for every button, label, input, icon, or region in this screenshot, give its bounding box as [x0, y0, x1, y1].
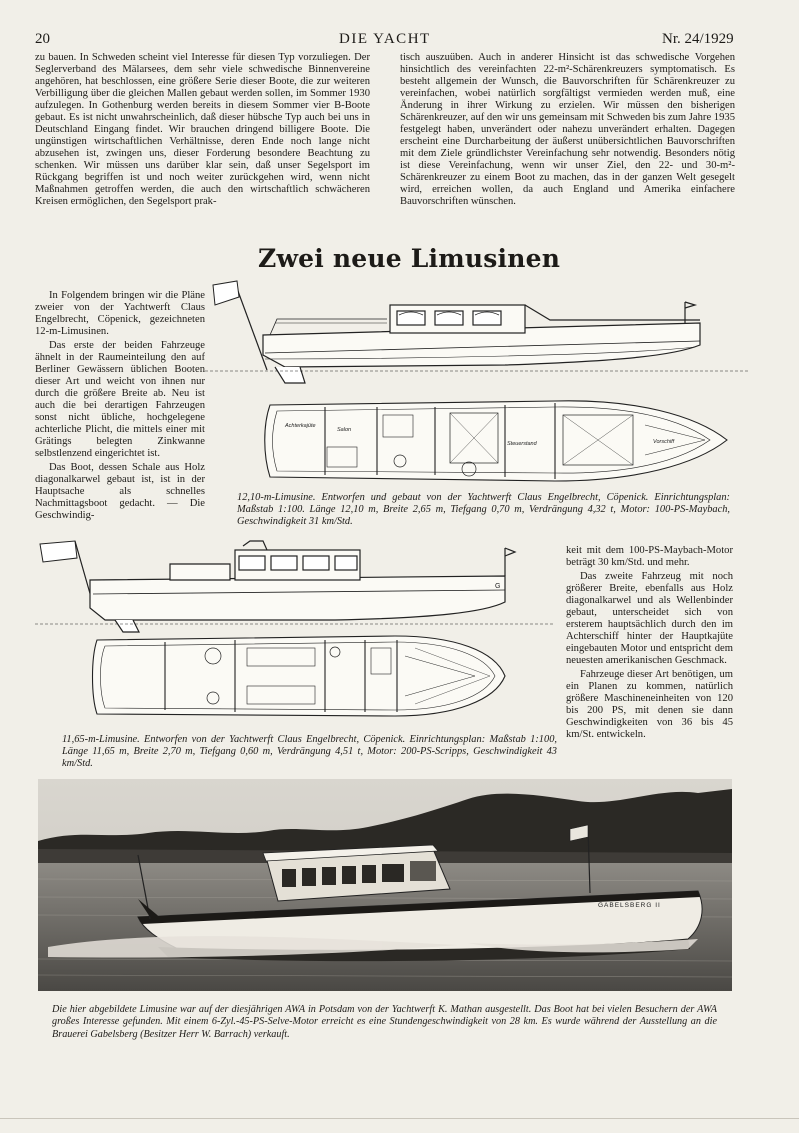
boat-1-drawing	[205, 275, 755, 490]
boat-1-profile	[205, 302, 750, 383]
paragraph-5: Das zweite Fahrzeug mit noch größerer Breite, ebenfalls aus Holz diagonalkarwel und als Wellenbinder gebaut, unterscheidet sich von ersterem hauptsächlich durch den im Achterschiff hinter der Hauptkajüte eingebauten Motor und entspricht dem neuesten amerikanischen Geschmack.	[566, 571, 733, 666]
article-right-column	[566, 545, 733, 770]
boat-2-drawing	[35, 536, 555, 736]
boat-2-deck-plan	[93, 636, 506, 716]
top-left-column: zu bauen. In Schweden scheint viel Interesse für diesen Typ vorzuliegen. Der Seglerverband des Mälarsees, dem sehr viele schwedische Binnenvereine angehören, hat beschlossen, eine größere Serie dieser Boote, die zur weiteren Verbilligung über die gleichen Mallen gebaut werden sollen, im Sommer 1930 aufzulegen. In Gothenburg werden bereits in diesem Sommer vier B-Boote gebaut. Es ist nicht unwahrscheinlich, daß dieser hübsche Typ auch bei uns in Deutschland Eingang findet. Wir brauchen dringend billigere Boote. Die ungünstigen wirtschaftlichen Verhältnisse, deren Ende noch lange nicht abzusehen ist, zwingen uns, dieser Forderung besondere Beachtung zu schenken. Wir müssen uns darüber klar sein, daß unser Segelsport im Rückgang begriffen ist und noch weiter zurückgehen wird, wenn nicht Maßnahmen getroffen werden, die auch den wirtschaftlich schwächeren Kreisen ermöglichen, den Segelsport prak-	[35, 52, 370, 207]
page-number: 20	[35, 31, 50, 47]
plan-1-label-fore: Vorschiff	[653, 439, 675, 445]
page-bottom-edge	[0, 1118, 799, 1119]
top-right-column: tisch auszuüben. Auch in anderer Hinsicht ist das schwedische Vorgehen hinsichtlich des vereinfachten 22-m²-Schärenkreuzers symptomatisch. Es besteht allgemein der Wunsch, die Bauvorschriften für Schärenkreuzer zu vereinfachen, wobei natürlich sorgfältigst vermieden werden muß, eine Änderung in ihrer Wirkung zu erzielen. Wir müssen den bisherigen Schärenkreuzer, auf den wir uns gemeinsam mit Schweden bis zum Jahre 1935 festgelegt haben, unverändert oder nahezu unverändert erhalten. Dagegen erscheint eine Durcharbeitung der äußerst unübersichtlichen Bauvorschriften mit dem Ziele gründlichster Vereinfachung sehr notwendig. Besonders nötig ist diese Vereinfachung, wenn wir unser Ziel, den 22- und 30-m²-Schärenkreuzer zu einem Boot zu machen, das in der ganzen Welt gesegelt wird, erreichen wollen, da auch England und Amerika einfachere Bauvorschriften wünschen.	[400, 52, 735, 207]
paragraph-3: Das Boot, dessen Schale aus Holz diagonalkarwel gebaut ist, ist in der Hauptsache als schnelles Nachmittagsboot gedacht. — Die Geschwindig-	[35, 462, 205, 521]
paragraph-6: Fahrzeuge dieser Art benötigen, um ein Planen zu kommen, natürlich größere Maschineneinheiten von 120 bis 200 PS, mit denen sie dann Geschwindigkeiten von 36 bis 45 km/St. entwickeln.	[566, 669, 733, 740]
article-left-column	[35, 290, 205, 535]
boat-2-name-letter: G	[495, 583, 501, 590]
boat-photograph	[38, 779, 732, 991]
boat-2-profile	[35, 541, 555, 632]
caption-boat-2: 11,65-m-Limusine. Entworfen von der Yachtwerft Claus Engelbrecht, Cöpenick. Einrichtungsplan: Maßstab 1:100, Länge 11,65 m, Breite 2,70 m, Tiefgang 0,60 m, Verdrängung 4,51 t, Motor: 200-PS-Scripps, Geschwindigkeit 43 km/Std.	[62, 734, 557, 769]
article-title: Zwei neue Limusinen	[258, 244, 561, 273]
boat-2-flag	[40, 541, 95, 611]
paragraph-2: Das erste der beiden Fahrzeuge ähnelt in der Raumeinteilung den auf Berliner Gewässern üblichen Booten dieser Art und weicht von ihnen nur durch die größere Breite ab. Neu ist auch die bei derartigen Fahrzeugen sonst nicht übliche, hochgelegene achterliche Plicht, die mittels einer mit Grätings belegten Zinkwanne selbstlenzend eingerichtet ist.	[35, 340, 205, 459]
boat-1-flag	[213, 281, 267, 370]
plan-1-label-saloon: Salon	[337, 427, 352, 433]
photo-boat-name: GABELSBERG II	[598, 902, 661, 909]
photo-caption: Die hier abgebildete Limusine war auf der diesjährigen AWA in Potsdam von der Yachtwerft K. Mathan ausgestellt. Das Boot hat bei vielen Besuchern der AWA großes Interesse gefunden. Mit einem 6-Zyl.-45-PS-Selve-Motor erreicht es eine Stundengeschwindigkeit von 28 km. Es wurde während der Ausstellung an die Brauerei Gabelsberg (Besitzer Herr W. Barrach) verkauft.	[52, 1004, 717, 1040]
journal-title: DIE YACHT	[339, 31, 431, 47]
paragraph-4: keit mit dem 100-PS-Maybach-Motor beträgt 30 km/Std. und mehr.	[566, 545, 733, 568]
plan-1-label-cabin: Achterkajüte	[285, 423, 316, 429]
caption-boat-1: 12,10-m-Limusine. Entworfen und gebaut von der Yachtwerft Claus Engelbrecht, Cöpenick. Einrichtungsplan: Maßstab 1:100. Länge 12,10 m, Breite 2,65 m, Tiefgang 0,70 m, Verdrängung 4,32 t, Motor: 100-PS-Maybach, Geschwindigkeit 31 km/Std.	[237, 492, 730, 527]
paragraph-1: In Folgendem bringen wir die Pläne zweier von der Yachtwerft Claus Engelbrecht, Cöpenick, gezeichneten 12-m-Limusinen.	[35, 290, 205, 337]
plan-1-label-helm: Steuerstand	[507, 441, 537, 447]
issue-number: Nr. 24/1929	[662, 31, 734, 47]
